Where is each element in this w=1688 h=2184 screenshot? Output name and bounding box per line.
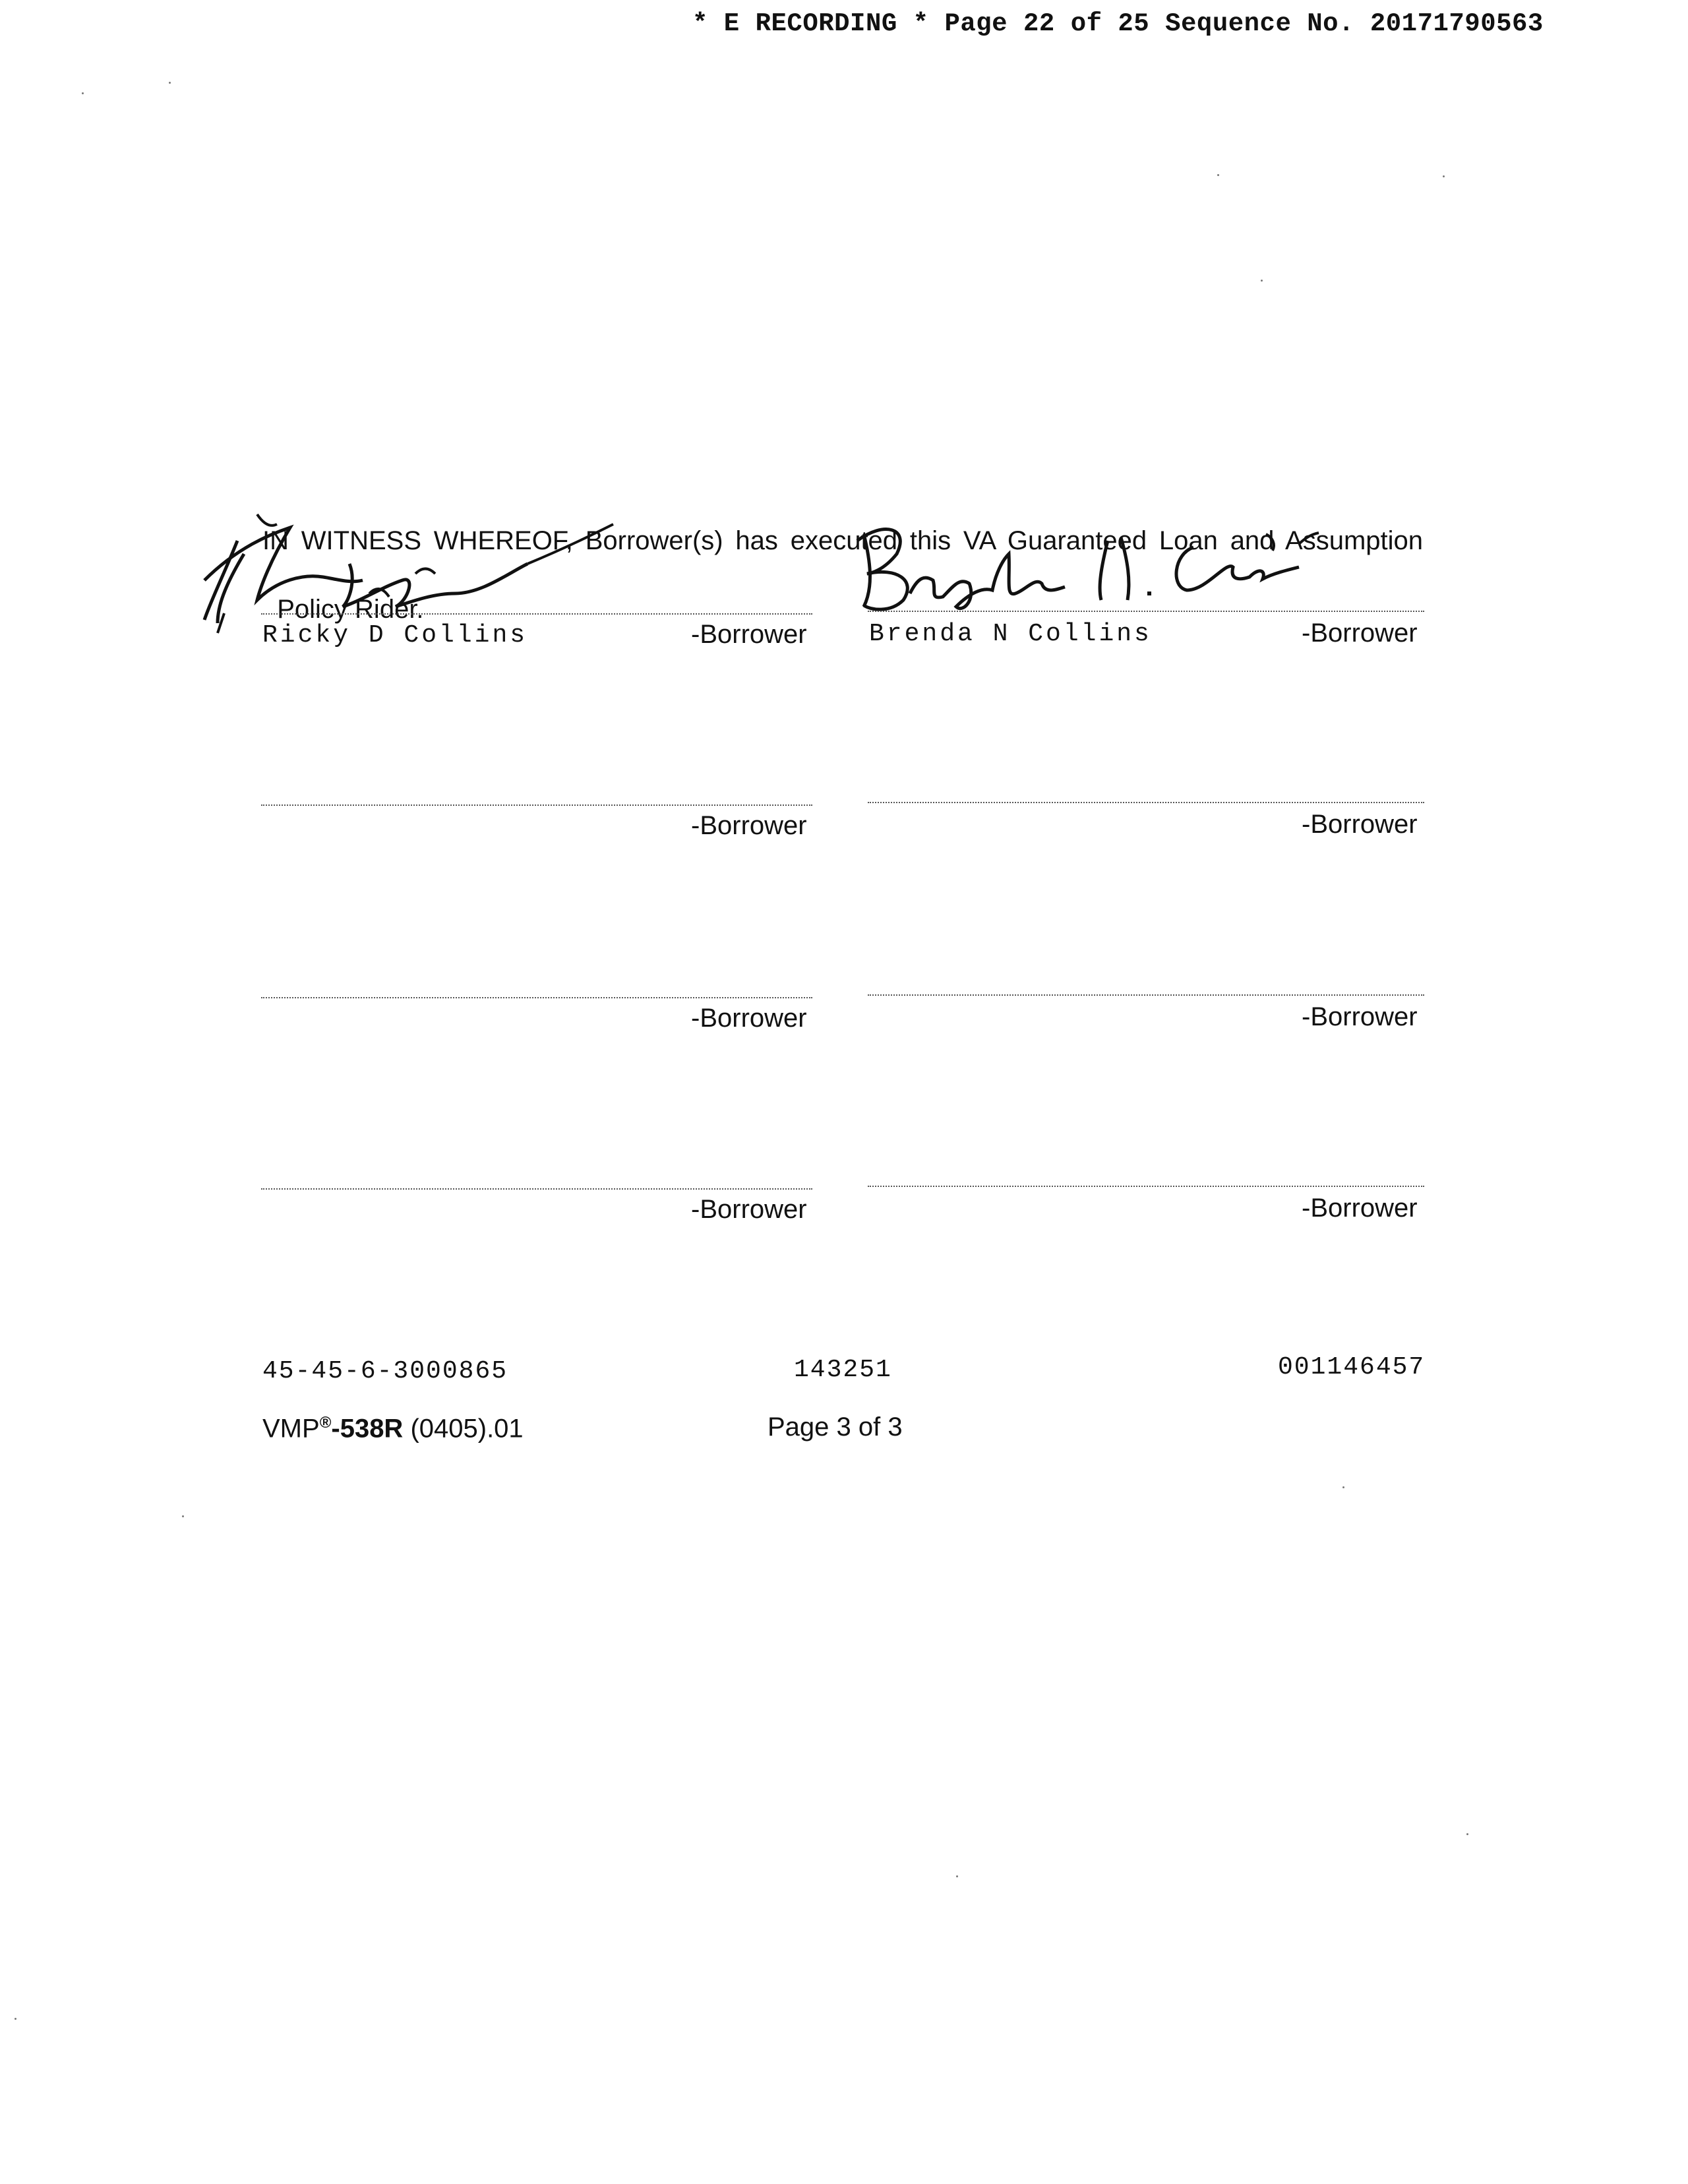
borrower-label: -Borrower	[691, 811, 807, 840]
signature-line	[868, 994, 1424, 996]
form-suffix: (0405).01	[403, 1414, 524, 1443]
witness-clause-line-1: IN WITNESS WHEREOF, Borrower(s) has executed this VA Guaranteed Loan and Assumption	[262, 526, 1423, 555]
borrower-label: -Borrower	[1302, 1002, 1418, 1031]
signature-line	[261, 613, 812, 615]
form-code	[262, 1414, 524, 1443]
page-label: Page 3 of 3	[768, 1412, 903, 1441]
scan-speck	[169, 82, 171, 84]
recording-stamp: * E RECORDING * Page 22 of 25 Sequence No. 20171790563	[692, 9, 1544, 38]
form-number: -538R	[331, 1414, 404, 1443]
signature-line	[868, 611, 1424, 612]
scan-speck	[1261, 280, 1263, 282]
borrower-name: Ricky D Collins	[262, 621, 528, 650]
loan-number: 45-45-6-3000865	[262, 1357, 508, 1385]
signature-line	[261, 804, 812, 806]
signature-line	[868, 802, 1424, 803]
form-prefix: VMP	[262, 1414, 320, 1443]
borrower-label: -Borrower	[1302, 810, 1418, 839]
scan-speck	[15, 2018, 16, 2020]
borrower-label: -Borrower	[691, 620, 807, 649]
scan-speck	[182, 1515, 184, 1517]
signature-line	[868, 1186, 1424, 1187]
signature-line	[261, 997, 812, 998]
center-code: 143251	[794, 1356, 892, 1384]
signature-line	[261, 1188, 812, 1190]
scan-speck	[1342, 1486, 1344, 1488]
borrower-label: -Borrower	[691, 1004, 807, 1033]
scan-speck	[1443, 175, 1445, 177]
borrower-label: -Borrower	[1302, 619, 1418, 648]
borrower-label: -Borrower	[691, 1195, 807, 1224]
signature-brenda-collins	[837, 508, 1325, 620]
witness-clause-line-2: Policy Rider.	[277, 595, 424, 624]
right-code: 001146457	[1278, 1353, 1426, 1381]
borrower-label: -Borrower	[1302, 1194, 1418, 1223]
scan-speck	[1217, 174, 1219, 176]
scan-speck	[1466, 1833, 1468, 1835]
scan-speck	[956, 1875, 958, 1877]
borrower-name: Brenda N Collins	[869, 620, 1152, 648]
scan-speck	[82, 92, 84, 94]
registered-mark: ®	[319, 1414, 332, 1432]
